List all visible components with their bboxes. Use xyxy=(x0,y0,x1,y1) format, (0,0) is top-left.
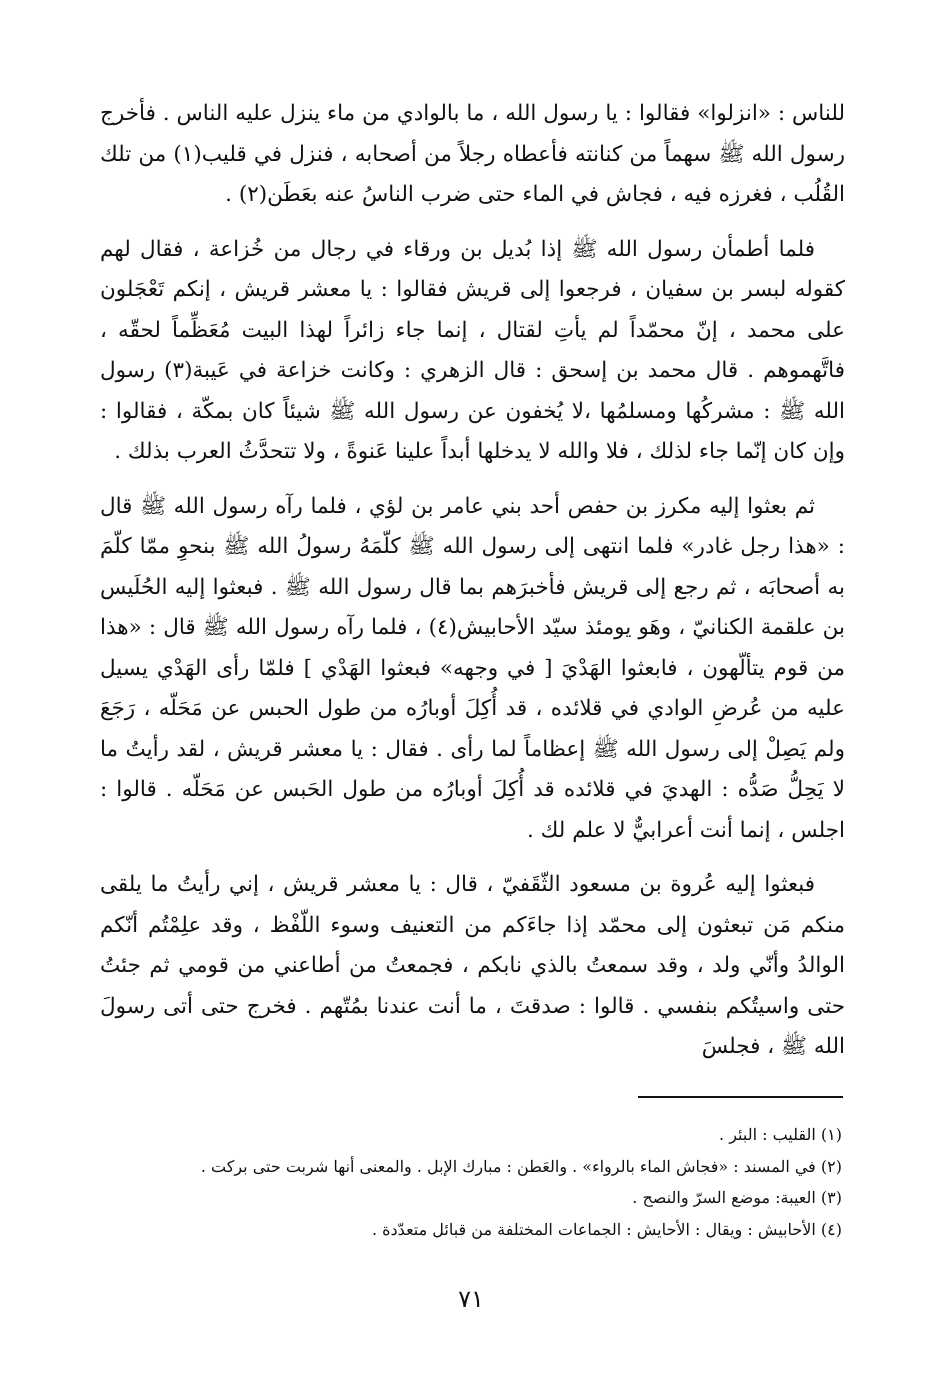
page-number: ٧١ xyxy=(458,1285,484,1313)
footnote-1: (١) القليب : البئر . xyxy=(719,1125,842,1144)
main-text xyxy=(100,94,845,1068)
paragraph-1: للناس : «انزلوا» فقالوا : يا رسول الله ، ما بالوادي من ماء ينزل عليه الناس . فأخرج رسول الله ﷺ سهماً من كنانته فأعطاه رجلاً من أصحابه ، فنزل في قليب(١) من تلك القُلُب ، فغرزه فيه ، فجاش في الماء حتى ضرب الناسُ عنه بعَطَن(٢) . xyxy=(100,101,845,207)
footnote-4: (٤) الأحابيش : ويقال : الأحايش : الجماعات المختلفة من قبائل متعدّدة . xyxy=(372,1219,842,1239)
footnote-2: (٢) في المسند : «فجاش الماء بالرواء» . والعَطن : مبارك الإبل . والمعنى أنها شربت حتى بركت . xyxy=(200,1156,842,1176)
paragraph-4: فبعثوا إليه عُروة بن مسعود الثّقَفيّ ، قال : يا معشر قريش ، إني رأيتُ ما يلقى منكم مَن تبعثون إلى محمّد إذا جاءَكم من التعنيف وسوء اللّفْظ ، وقد علِمْتُم أنّكم الوالدُ وأنّي ولد ، وقد سمعتُ بالذي نابكم ، فجمعتُ من أطاعني من قومي ثم جئتُ حتى واسيتُكم بنفسي . قالوا : صدقتَ ، ما أنت عندنا بمُتّهم . فخرج حتى أتى رسولَ الله ﷺ ، فجلسَ xyxy=(100,872,845,1059)
footnote-3: (٣) العيبة: موضع السرّ والنصح . xyxy=(632,1188,842,1207)
paragraph-2: فلما أطمأن رسول الله ﷺ إذا بُديل بن ورقاء في رجال من خُزاعة ، فقال لهم كقوله لبسر بن سفيان ، فرجعوا إلى قريش فقالوا : يا معشر قريش ، إنكم تَعْجَلون على محمد ، إنّ محمّداً لم يأتِ لقتال ، إنما جاء زائراً لهذا البيت مُعَظِّماً لحقّه ، فاتَّهموهم . قال محمد بن إسحق : قال الزهري : وكانت خزاعة في عَيبة(٣) رسول الله ﷺ : مشركُها ومسلمُها ،لا يُخفون عن رسول الله ﷺ شيئاً كان بمكّة ، فقالوا : وإن كان إنّما جاء لذلك ، فلا والله لا يدخلها أبداً علينا عَنوةً ، ولا تتحدَّثُ العرب بذلك . xyxy=(100,236,845,464)
footnotes xyxy=(100,1119,842,1245)
paragraph-3: ثم بعثوا إليه مكرز بن حفص أحد بني عامر بن لؤي ، فلما رآه رسول الله ﷺ قال : «هذا رجل غادر» فلما انتهى إلى رسول الله ﷺ كلّمَهُ رسولُ الله ﷺ بنحوِ ممّا كلّمَ به أصحابَه ، ثم رجع إلى قريش فأخبرَهم بما قال رسول الله ﷺ . فبعثوا إليه الحُلَيس بن علقمة الكنانيّ ، وهَو يومئذ سيّد الأحابيش(٤) ، فلما رآه رسول الله ﷺ قال : «هذا من قوم يتألّهون ، فابعثوا الهَدْيَ [ في وجهه» فبعثوا الهَدْي ] فلمّا رأى الهَدْي يسيل عليه من عُرضِ الوادي في قلائده ، قد أُكِلَ أوبارُه من طول الحبس عن مَحَلّه ، رَجَعَ ولم يَصِلْ إلى رسول الله ﷺ إعظاماً لما رأى . فقال : يا معشر قريش ، لقد رأيتُ ما لا يَحِلُّ صَدُّه : الهديَ في قلائده قد أُكِلَ أوبارُه من طول الحَبس عن مَحَلّه . قالوا : اجلس ، إنما أنت أعرابيٌّ لا علم لك . xyxy=(100,493,846,843)
footnote-divider xyxy=(638,1096,843,1098)
